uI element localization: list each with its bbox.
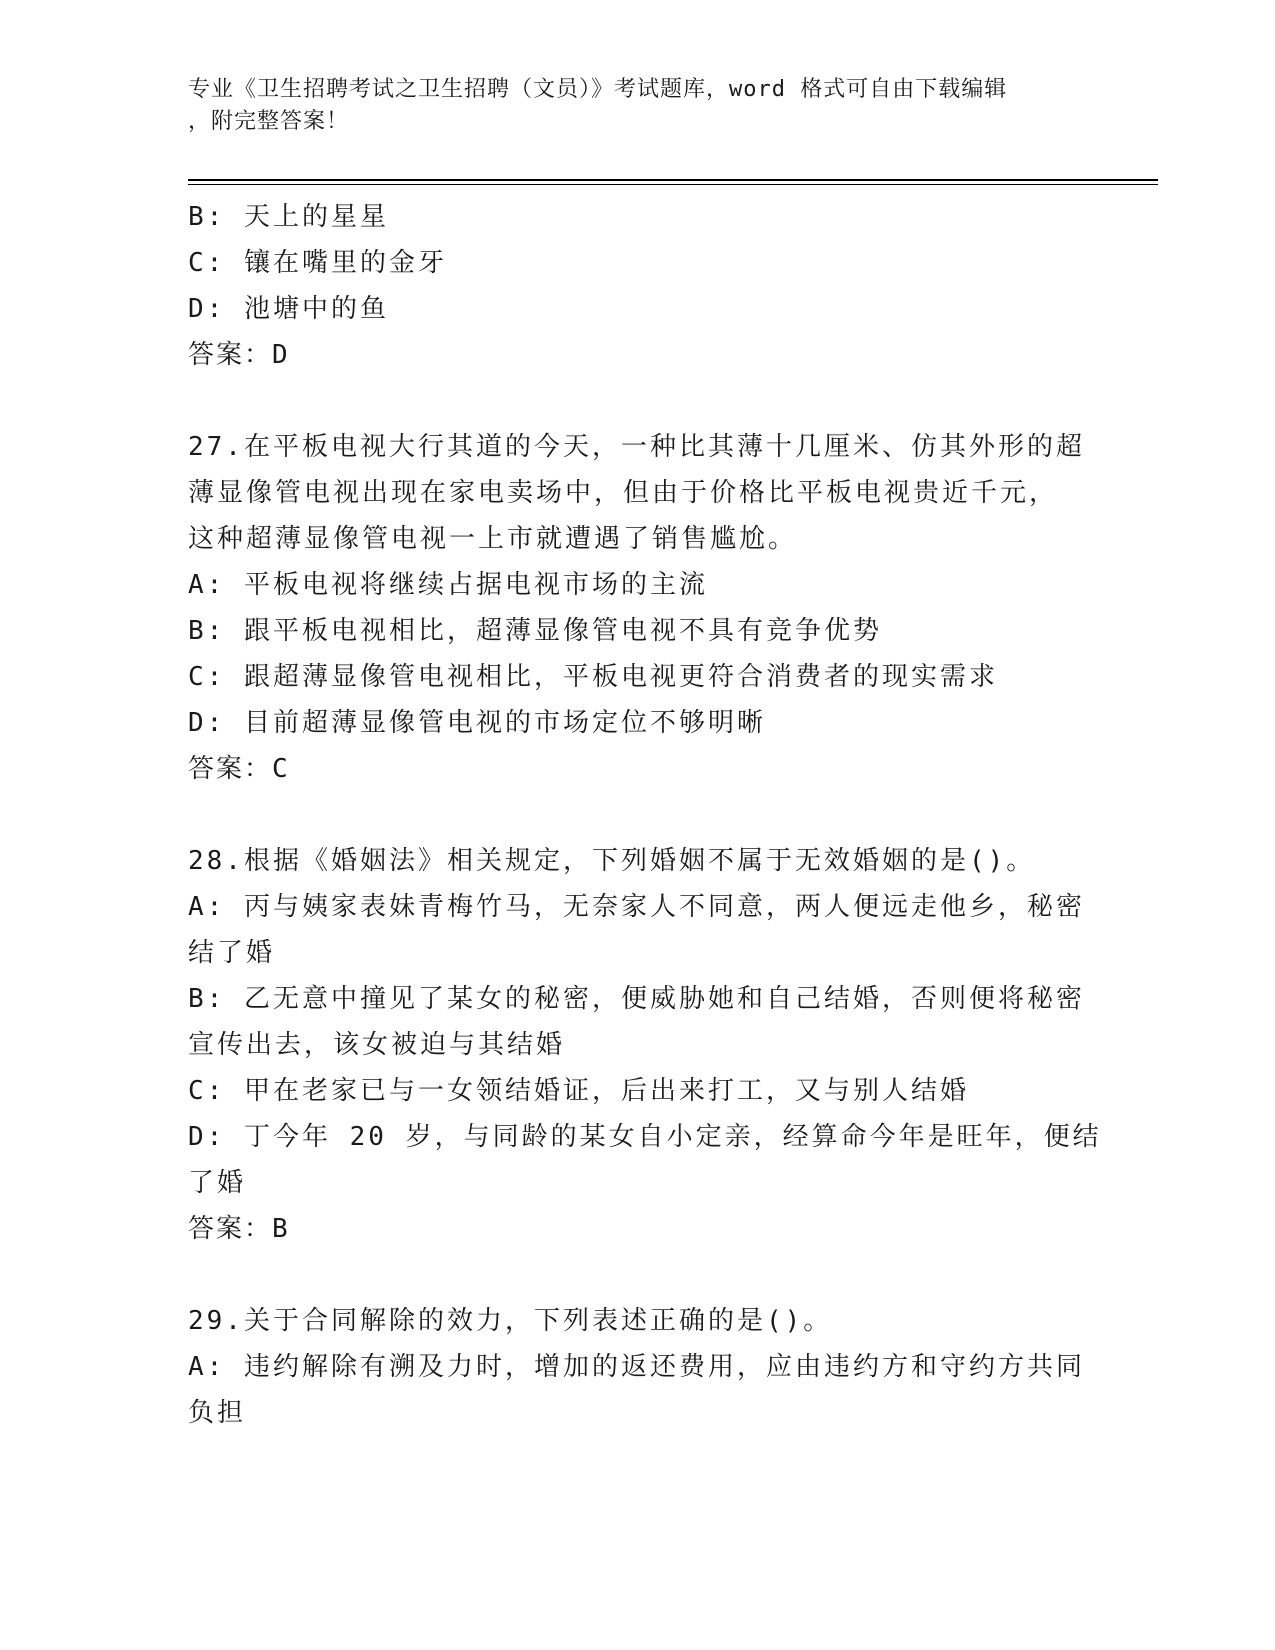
option-b: B: 天上的星星 [188, 202, 389, 232]
question-stem: 28.根据《婚姻法》相关规定，下列婚姻不属于无效婚姻的是()。 [188, 846, 1036, 876]
spacer [188, 792, 1088, 838]
answer: 答案：B [188, 1214, 290, 1244]
answer: 答案：C [188, 754, 290, 784]
option-c: C: 跟超薄显像管电视相比，平板电视更符合消费者的现实需求 [188, 662, 998, 692]
option-c: C: 甲在老家已与一女领结婚证，后出来打工，又与别人结婚 [188, 1076, 969, 1106]
option-b: B: 跟平板电视相比，超薄显像管电视不具有竞争优势 [188, 616, 882, 646]
spacer [188, 1252, 1088, 1298]
question-stem: 27.在平板电视大行其道的今天，一种比其薄十几厘米、仿其外形的超 [188, 432, 1085, 462]
option-d: D: 丁今年 20 岁，与同龄的某女自小定亲，经算命今年是旺年，便结 [188, 1122, 1102, 1152]
question-26 [188, 194, 1088, 378]
question-29 [188, 1298, 1088, 1436]
option-d: D: 池塘中的鱼 [188, 294, 389, 324]
answer: 答案：D [188, 340, 290, 370]
option-a-continued: 负担 [188, 1398, 247, 1428]
option-a: A: 平板电视将继续占据电视市场的主流 [188, 570, 708, 600]
header-line-2: ，附完整答案！ [188, 109, 350, 134]
header-divider-thin [188, 184, 1158, 185]
spacer [188, 378, 1088, 424]
question-stem: 薄显像管电视出现在家电卖场中，但由于价格比平板电视贵近千元， [188, 478, 1059, 508]
header-divider-thick [188, 179, 1158, 181]
option-b-continued: 宣传出去，该女被迫与其结婚 [188, 1030, 566, 1060]
option-d: D: 目前超薄显像管电视的市场定位不够明晰 [188, 708, 766, 738]
option-b: B: 乙无意中撞见了某女的秘密，便威胁她和自己结婚，否则便将秘密 [188, 984, 1085, 1014]
header-line-1: 专业《卫生招聘考试之卫生招聘（文员）》考试题库，word 格式可自由下载编辑 [188, 77, 1008, 102]
option-a: A: 违约解除有溯及力时，增加的返还费用，应由违约方和守约方共同 [188, 1352, 1085, 1382]
option-c: C: 镶在嘴里的金牙 [188, 248, 447, 278]
question-28 [188, 838, 1102, 1252]
question-27 [188, 424, 1088, 792]
document-header [188, 74, 1088, 138]
question-list [188, 194, 1102, 1436]
question-stem: 29.关于合同解除的效力，下列表述正确的是()。 [188, 1306, 833, 1336]
option-d-continued: 了婚 [188, 1168, 247, 1198]
option-a-continued: 结了婚 [188, 938, 276, 968]
option-a: A: 丙与姨家表妹青梅竹马，无奈家人不同意，两人便远走他乡，秘密 [188, 892, 1085, 922]
question-stem: 这种超薄显像管电视一上市就遭遇了销售尴尬。 [188, 524, 798, 554]
